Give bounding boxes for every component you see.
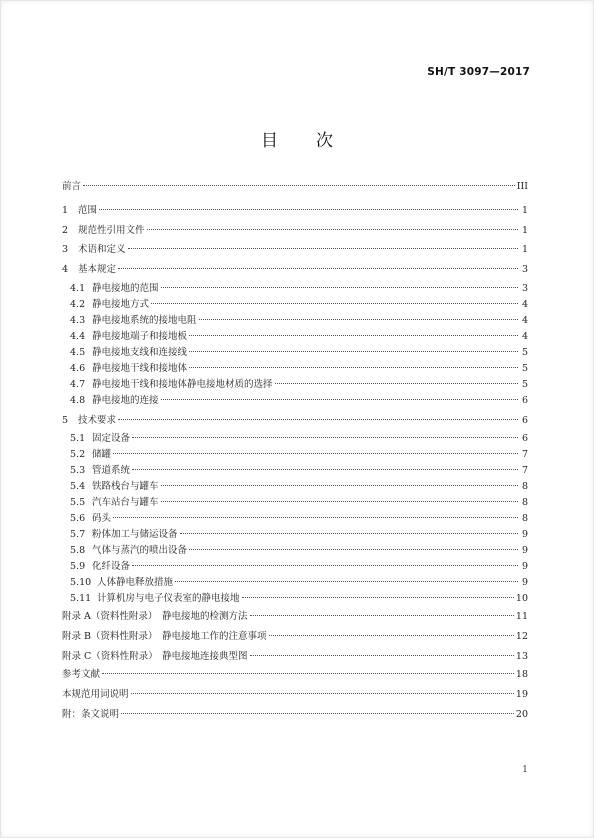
toc-entry-page: 18 (515, 669, 528, 680)
toc-entry-label: 气体与蒸汽的喷出设备 (92, 545, 188, 556)
toc-entry-page: 13 (515, 651, 528, 662)
toc-entry[interactable] (62, 430, 528, 444)
toc-entry-page: 3 (521, 264, 528, 275)
toc-entry-label: 静电接地工作的注意事项 (162, 631, 267, 642)
toc-entry-number: 5.1 (70, 433, 86, 444)
toc-entry-label: 静电接地方式 (92, 299, 150, 310)
toc-entry-number: 5 (62, 415, 69, 426)
toc-entry-label: 静电接地端子和接地板 (92, 331, 188, 342)
toc-entry-page: 12 (515, 631, 528, 642)
toc-entry[interactable] (62, 328, 528, 342)
dot-leader (83, 185, 515, 186)
toc-entry[interactable] (62, 360, 528, 374)
dot-leader (99, 209, 518, 210)
toc-entry-page: 8 (521, 513, 528, 524)
toc-entry-number: 附录 A（资料性附录） (62, 611, 158, 622)
toc-entry-number: 4.2 (70, 299, 86, 310)
toc-entry-label: 铁路栈台与罐车 (92, 481, 159, 492)
dot-leader (113, 517, 518, 518)
toc-entry[interactable] (62, 312, 528, 326)
dot-leader (250, 615, 514, 616)
dot-leader (131, 693, 514, 694)
dot-leader (199, 319, 518, 320)
toc-entry[interactable] (62, 542, 528, 556)
toc-entry-page: 9 (521, 561, 528, 572)
toc-entry-label: 粉体加工与储运设备 (92, 529, 178, 540)
toc-entry[interactable] (62, 558, 528, 572)
toc-entry[interactable] (62, 222, 528, 236)
title-char-left: 目 (261, 131, 278, 151)
dot-leader (161, 485, 518, 486)
toc-entry[interactable] (62, 202, 528, 216)
toc-entry-label: 静电接地的范围 (92, 283, 159, 294)
toc-entry-page: 4 (521, 299, 528, 310)
toc-entry-label: 参考文献 (62, 669, 101, 680)
toc-entry-page: 6 (521, 395, 528, 406)
toc-entry-number: 5.6 (70, 513, 86, 524)
dot-leader (275, 383, 518, 384)
toc-entry-number: 5.3 (70, 465, 86, 476)
toc-entry-number: 2 (62, 225, 69, 236)
dot-leader (189, 335, 518, 336)
toc-entry-label: 静电接地的连接 (92, 395, 159, 406)
page-number: 1 (521, 764, 528, 775)
toc-entry-label: 码头 (92, 513, 112, 524)
standard-code: SH/T 3097—2017 (427, 66, 530, 78)
toc-entry[interactable] (62, 412, 528, 426)
dot-leader (118, 419, 518, 420)
dot-leader (147, 229, 518, 230)
toc-entry[interactable] (62, 686, 528, 700)
toc-entry[interactable] (62, 526, 528, 540)
toc-entry[interactable] (62, 178, 528, 192)
toc-entry[interactable] (62, 462, 528, 476)
toc-entry[interactable] (62, 446, 528, 460)
dot-leader (128, 248, 518, 249)
toc-entry-label: 静电接地系统的接地电阻 (92, 315, 197, 326)
toc-entry-label: 附：条文说明 (62, 709, 120, 720)
dot-leader (161, 399, 518, 400)
dot-leader (151, 303, 518, 304)
toc-entry-label: 储罐 (92, 449, 112, 460)
toc-entry-label: 静电接地干线和接地体 (92, 363, 188, 374)
toc-entry-label: 化纤设备 (92, 561, 131, 572)
toc-entry-number: 4 (62, 264, 69, 275)
dot-leader (180, 533, 518, 534)
toc-entry-page: 4 (521, 315, 528, 326)
toc-entry-page: 1 (521, 244, 528, 255)
toc-entry-label: 静电接地支线和连接线 (92, 347, 188, 358)
toc-entry-page: 5 (521, 379, 528, 390)
toc-entry-label: 管道系统 (92, 465, 131, 476)
toc-entry-label: 汽车站台与罐车 (92, 497, 159, 508)
toc-entry-page: 9 (521, 545, 528, 556)
toc-entry-number: 5.8 (70, 545, 86, 556)
dot-leader (189, 351, 518, 352)
dot-leader (113, 453, 518, 454)
toc-entry-page: III (516, 181, 528, 192)
toc-entry-page: 20 (515, 709, 528, 720)
toc-entry-page: 19 (515, 689, 528, 700)
toc-entry-page: 8 (521, 497, 528, 508)
toc-entry[interactable] (62, 241, 528, 255)
dot-leader (121, 713, 514, 714)
toc-entry-number: 5.7 (70, 529, 86, 540)
toc-entry-page: 11 (515, 611, 528, 622)
toc-entry-page: 5 (521, 347, 528, 358)
toc-entry[interactable] (62, 296, 528, 310)
toc-entry-page: 6 (521, 433, 528, 444)
toc-entry[interactable] (62, 494, 528, 508)
toc-entry-page: 4 (521, 331, 528, 342)
toc-entry-label: 本规范用词说明 (62, 689, 129, 700)
toc-entry[interactable] (62, 706, 528, 720)
toc-entry[interactable] (62, 628, 528, 642)
dot-leader (242, 597, 514, 598)
toc-entry-number: 4.4 (70, 331, 86, 342)
toc-entry-number: 5.4 (70, 481, 86, 492)
toc-entry[interactable] (62, 608, 528, 622)
dot-leader (118, 268, 518, 269)
toc-entry-page: 5 (521, 363, 528, 374)
toc-entry[interactable] (62, 510, 528, 524)
title-char-right: 次 (316, 131, 333, 151)
toc-entry[interactable] (62, 590, 528, 604)
toc-entry-label: 术语和定义 (78, 244, 126, 255)
toc-entry-label: 人体静电释放措施 (97, 577, 174, 588)
toc-entry[interactable] (62, 280, 528, 294)
dot-leader (132, 437, 518, 438)
toc-entry-number: 附录 C（资料性附录） (62, 651, 158, 662)
toc-entry[interactable] (62, 344, 528, 358)
toc-entry-label: 静电接地连接典型图 (162, 651, 248, 662)
page-title (0, 126, 594, 151)
toc-entry-page: 1 (521, 225, 528, 236)
dot-leader (161, 501, 518, 502)
toc-entry-label: 范围 (78, 205, 98, 216)
toc-entry-number: 4.6 (70, 363, 86, 374)
toc-entry-number: 1 (62, 205, 69, 216)
toc-entry-page: 9 (521, 577, 528, 588)
toc-entry-number: 5.2 (70, 449, 86, 460)
dot-leader (175, 581, 518, 582)
toc-entry-label: 静电接地干线和接地体静电接地材质的选择 (92, 379, 273, 390)
dot-leader (189, 549, 518, 550)
dot-leader (189, 367, 518, 368)
toc-entry-label: 计算机房与电子仪表室的静电接地 (97, 593, 240, 604)
toc-entry-number: 4.1 (70, 283, 86, 294)
toc-entry-number: 3 (62, 244, 69, 255)
toc-entry-page: 1 (521, 205, 528, 216)
toc-entry-page: 7 (521, 449, 528, 460)
dot-leader (269, 635, 514, 636)
dot-leader (161, 287, 518, 288)
toc-entry-number: 5.5 (70, 497, 86, 508)
dot-leader (132, 565, 518, 566)
dot-leader (132, 469, 518, 470)
dot-leader (250, 655, 514, 656)
toc-entry[interactable] (62, 478, 528, 492)
toc-entry-number: 4.8 (70, 395, 86, 406)
toc-entry[interactable] (62, 666, 528, 680)
toc-entry-label: 规范性引用文件 (78, 225, 145, 236)
toc-entry[interactable] (62, 376, 528, 390)
toc-entry-number: 4.5 (70, 347, 86, 358)
toc-entry-page: 10 (515, 593, 528, 604)
toc-entry[interactable] (62, 261, 528, 275)
toc-entry-number: 4.7 (70, 379, 86, 390)
toc-entry-page: 3 (521, 283, 528, 294)
toc-entry-page: 8 (521, 481, 528, 492)
toc-entry-label: 技术要求 (78, 415, 117, 426)
toc-entry[interactable] (62, 392, 528, 406)
toc-entry-page: 7 (521, 465, 528, 476)
toc-entry-label: 静电接地的检测方法 (162, 611, 248, 622)
toc-entry-page: 6 (521, 415, 528, 426)
toc-entry-number: 5.10 (70, 577, 92, 588)
toc-entry-number: 5.9 (70, 561, 86, 572)
toc-entry-label: 前言 (62, 181, 82, 192)
toc-entry-label: 基本规定 (78, 264, 117, 275)
toc-entry-number: 附录 B（资料性附录） (62, 631, 158, 642)
toc-entry-number: 4.3 (70, 315, 86, 326)
toc-entry[interactable] (62, 648, 528, 662)
toc-entry-number: 5.11 (70, 593, 92, 604)
dot-leader (102, 673, 514, 674)
toc-entry-page: 9 (521, 529, 528, 540)
toc-entry-label: 固定设备 (92, 433, 131, 444)
toc-entry[interactable] (62, 574, 528, 588)
